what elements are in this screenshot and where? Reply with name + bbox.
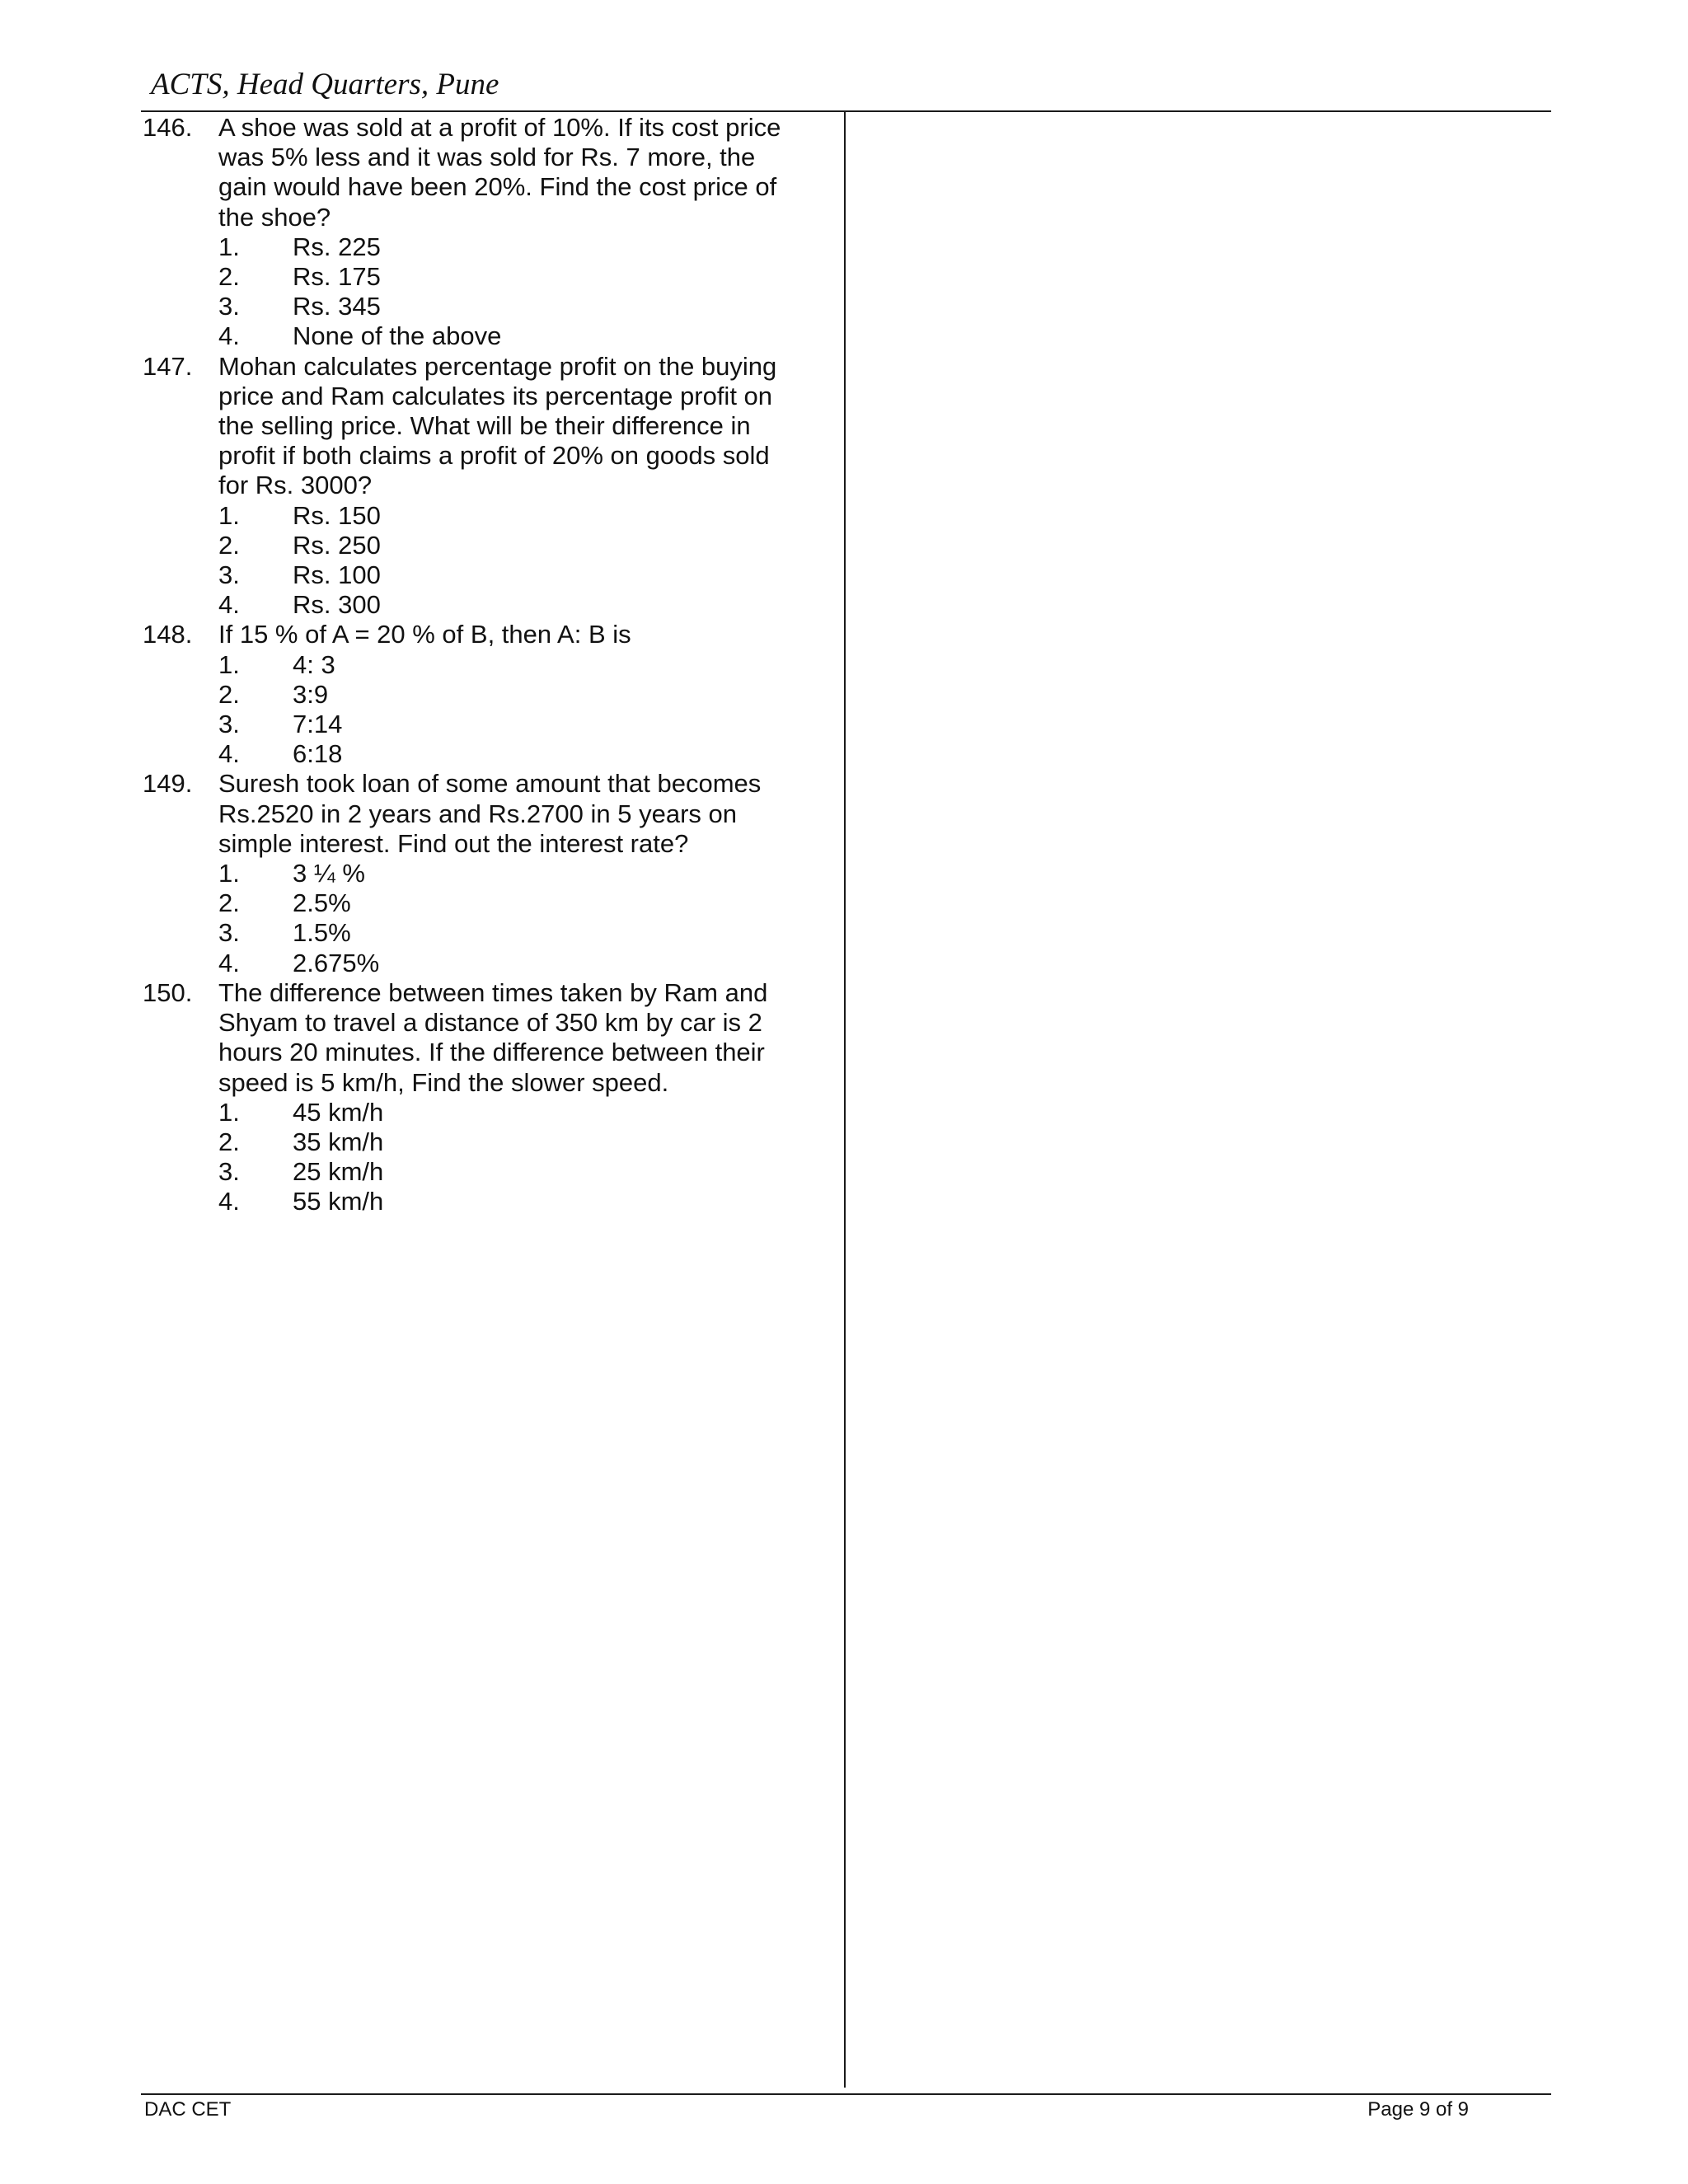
option-number: 2. bbox=[218, 888, 240, 918]
option-number: 4. bbox=[218, 321, 240, 351]
question-text-line: for Rs. 3000? bbox=[218, 471, 373, 500]
option-list bbox=[218, 650, 827, 770]
option-text: 3 ¼ % bbox=[293, 859, 365, 888]
option-number: 1. bbox=[218, 1097, 240, 1127]
question-list bbox=[143, 113, 827, 1217]
answer-option bbox=[218, 501, 827, 531]
answer-option bbox=[218, 1098, 827, 1127]
question-147 bbox=[143, 352, 827, 621]
question-text-line: the selling price. What will be their difference in bbox=[218, 411, 751, 441]
option-number: 4. bbox=[218, 948, 240, 977]
question-text-line: Shyam to travel a distance of 350 km by car is 2 bbox=[218, 1008, 762, 1038]
option-number: 3. bbox=[218, 918, 240, 948]
answer-option bbox=[218, 859, 827, 888]
option-number: 2. bbox=[218, 1127, 240, 1156]
answer-option bbox=[218, 888, 827, 918]
question-text-line: simple interest. Find out the interest rate? bbox=[218, 828, 689, 858]
option-text: Rs. 175 bbox=[293, 262, 381, 292]
question-text-line: Mohan calculates percentage profit on the buying bbox=[218, 351, 777, 381]
answer-option bbox=[218, 680, 827, 710]
page-header-title: ACTS, Head Quarters, Pune bbox=[151, 68, 499, 101]
option-number: 3. bbox=[218, 560, 240, 590]
option-text: 2.5% bbox=[293, 888, 351, 918]
option-number: 1. bbox=[218, 859, 240, 888]
answer-option bbox=[218, 292, 827, 321]
question-146 bbox=[143, 113, 827, 352]
option-text: Rs. 225 bbox=[293, 232, 381, 261]
option-number: 3. bbox=[218, 292, 240, 321]
footer-exam-name: DAC CET bbox=[144, 2098, 232, 2121]
question-149 bbox=[143, 769, 827, 977]
footer-page-number: Page 9 of 9 bbox=[1367, 2098, 1469, 2121]
answer-option bbox=[218, 262, 827, 292]
answer-option bbox=[218, 739, 827, 769]
option-list bbox=[218, 1098, 827, 1217]
question-text-line: the shoe? bbox=[218, 202, 331, 232]
option-text: 55 km/h bbox=[293, 1187, 384, 1216]
question-150 bbox=[143, 978, 827, 1217]
option-number: 4. bbox=[218, 590, 240, 620]
question-number: 147. bbox=[143, 351, 193, 381]
option-text: 45 km/h bbox=[293, 1097, 384, 1127]
answer-option bbox=[218, 321, 827, 351]
question-text-line: If 15 % of A = 20 % of B, then A: B is bbox=[218, 620, 631, 649]
question-text-line: speed is 5 km/h, Find the slower speed. bbox=[218, 1067, 669, 1097]
option-list bbox=[218, 859, 827, 978]
option-text: 6:18 bbox=[293, 739, 343, 769]
footer-rule bbox=[141, 2093, 1551, 2095]
option-text: 4: 3 bbox=[293, 649, 335, 679]
question-number: 150. bbox=[143, 977, 193, 1007]
header-rule bbox=[141, 110, 1551, 112]
answer-option bbox=[218, 1187, 827, 1216]
question-text-line: Suresh took loan of some amount that becomes bbox=[218, 769, 762, 799]
option-number: 1. bbox=[218, 649, 240, 679]
option-text: 3:9 bbox=[293, 679, 329, 709]
option-text: Rs. 250 bbox=[293, 530, 381, 560]
answer-option bbox=[218, 531, 827, 560]
question-148 bbox=[143, 620, 827, 769]
option-text: 7:14 bbox=[293, 710, 343, 739]
answer-option bbox=[218, 1157, 827, 1187]
answer-option bbox=[218, 590, 827, 620]
question-number: 146. bbox=[143, 113, 193, 142]
question-number: 148. bbox=[143, 620, 193, 649]
option-text: Rs. 300 bbox=[293, 590, 381, 620]
answer-option bbox=[218, 710, 827, 739]
answer-option bbox=[218, 232, 827, 262]
question-text-line: Rs.2520 in 2 years and Rs.2700 in 5 years on bbox=[218, 799, 737, 828]
option-number: 1. bbox=[218, 232, 240, 261]
option-number: 1. bbox=[218, 500, 240, 530]
option-number: 2. bbox=[218, 262, 240, 292]
option-number: 2. bbox=[218, 530, 240, 560]
option-text: Rs. 100 bbox=[293, 560, 381, 590]
question-text-line: profit if both claims a profit of 20% on goods sold bbox=[218, 441, 770, 471]
column-divider bbox=[844, 112, 846, 2088]
option-text: 2.675% bbox=[293, 948, 380, 977]
answer-option bbox=[218, 560, 827, 590]
option-list bbox=[218, 501, 827, 621]
question-text-line: A shoe was sold at a profit of 10%. If its cost price bbox=[218, 113, 781, 142]
answer-option bbox=[218, 949, 827, 978]
option-number: 4. bbox=[218, 1187, 240, 1216]
question-text-line: was 5% less and it was sold for Rs. 7 more, the bbox=[218, 143, 756, 172]
option-text: Rs. 345 bbox=[293, 292, 381, 321]
option-text: Rs. 150 bbox=[293, 500, 381, 530]
answer-option bbox=[218, 918, 827, 948]
question-text-line: hours 20 minutes. If the difference between their bbox=[218, 1038, 765, 1067]
option-number: 4. bbox=[218, 739, 240, 769]
option-number: 2. bbox=[218, 679, 240, 709]
option-number: 3. bbox=[218, 1157, 240, 1187]
answer-option bbox=[218, 650, 827, 680]
question-number: 149. bbox=[143, 769, 193, 799]
answer-option bbox=[218, 1127, 827, 1157]
question-text-line: The difference between times taken by Ram and bbox=[218, 977, 768, 1007]
option-number: 3. bbox=[218, 710, 240, 739]
option-text: 25 km/h bbox=[293, 1157, 384, 1187]
question-text-line: gain would have been 20%. Find the cost price of bbox=[218, 172, 777, 202]
option-text: 1.5% bbox=[293, 918, 351, 948]
option-list bbox=[218, 232, 827, 352]
option-text: 35 km/h bbox=[293, 1127, 384, 1156]
option-text: None of the above bbox=[293, 321, 502, 351]
question-text-line: price and Ram calculates its percentage profit on bbox=[218, 381, 773, 410]
